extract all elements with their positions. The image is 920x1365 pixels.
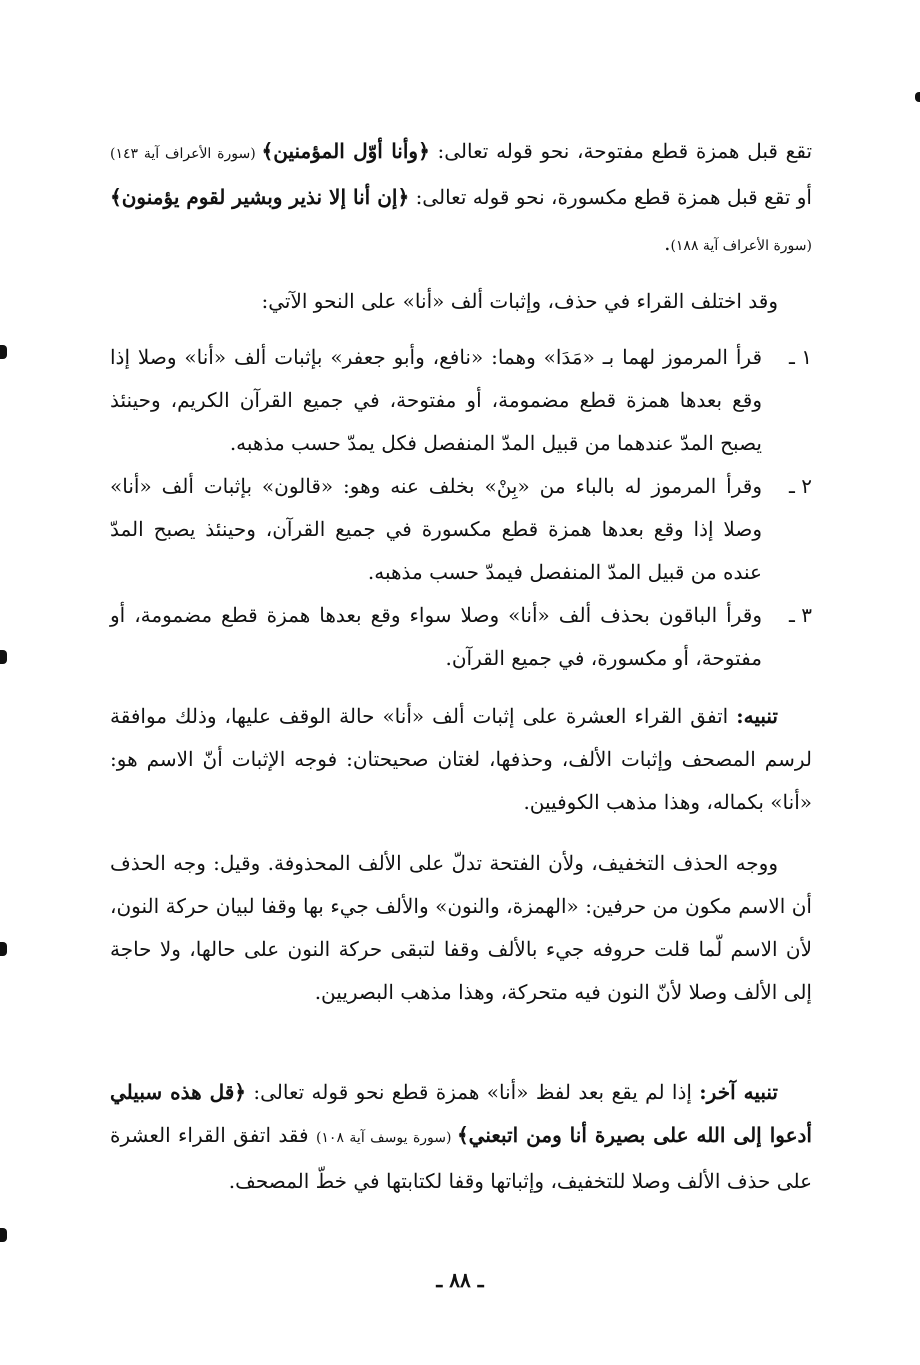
list-item-text: قرأ المرموز لهما بـ «مَدَا» وهما: «نافع، وأبو جعفر» بإثبات ألف «أنا» وصلا إذا وقع بعدها همزة قطع مضمومة، أو مفتوحة، في جميع القرآن الكريم، وحينئذ يصبح المدّ عندهما من قبيل المدّ المنفصل فكل يمدّ حسب مذهبه.	[110, 345, 762, 455]
list-item	[110, 465, 812, 594]
scan-edge-mark	[0, 1228, 7, 1242]
second-note-text-1: إذا لم يقع بعد لفظ «أنا» همزة قطع نحو قوله تعالى:	[246, 1080, 700, 1104]
page-number: ـ ٨٨ ـ	[436, 1268, 484, 1292]
paragraph-2: وقد اختلف القراء في حذف، وإثبات ألف «أنا» على النحو الآتي:	[261, 289, 778, 313]
verse-reference-1: (سورة الأعراف آية ١٤٣)	[110, 146, 262, 162]
second-note-paragraph	[110, 1071, 812, 1203]
readings-list	[110, 336, 812, 680]
paragraph-1	[110, 130, 812, 268]
para1-text-2: أو تقع قبل همزة قطع مكسورة، نحو قوله تعالى:	[409, 185, 812, 209]
list-item-number: ٢ ـ	[789, 474, 812, 498]
scan-edge-mark	[0, 650, 7, 664]
list-item-text: وقرأ المرموز له بالباء من «بِنْ» بخلف عنه وهو: «قالون» بإثبات ألف «أنا» وصلا إذا وقع بعدها همزة قطع مكسورة في جميع القرآن، وحينئذ يصبح المدّ عنده من قبيل المدّ المنفصل فيمدّ حسب مذهبه.	[110, 474, 762, 584]
second-note-text-2: فقد اتفق القراء العشرة على حذف الألف وصلا للتخفيف، وإثباتها وقفا لكتابتها في خطّ المصحف.	[110, 1123, 812, 1193]
quran-verse-1: ﴿وأنا أوّل المؤمنين﴾	[261, 139, 430, 163]
list-item-number: ١ ـ	[789, 345, 812, 369]
list-item-number: ٣ ـ	[789, 603, 812, 627]
list-item	[110, 336, 812, 465]
para1-text-1: تقع قبل همزة قطع مفتوحة، نحو قوله تعالى:	[429, 139, 813, 163]
quran-verse-2: ﴿إن أنا إلا نذير وبشير لقوم يؤمنون﴾	[110, 185, 410, 209]
list-item-text: وقرأ الباقون بحذف ألف «أنا» وصلا سواء وقع بعدها همزة قطع مضمومة، أو مفتوحة، أو مكسورة، في جميع القرآن.	[110, 603, 762, 670]
note-label: تنبيه:	[736, 704, 778, 728]
scan-edge-mark	[0, 942, 7, 956]
scan-edge-mark	[915, 92, 920, 102]
quran-verse-3: ﴿قل هذه سبيلي أدعوا إلى الله على بصيرة أنا ومن اتبعني﴾	[110, 1080, 812, 1147]
note-text: اتفق القراء العشرة على إثبات ألف «أنا» حالة الوقف عليها، وذلك موافقة لرسم المصحف وإثبات الألف، وحذفها، لغتان صحيحتان: فوجه الإثبات أنّ الاسم هو: «أنا» بكماله، وهذا مذهب الكوفيين.	[110, 704, 812, 814]
list-item	[110, 594, 812, 680]
note-paragraph	[110, 695, 812, 824]
verse-reference-2: (سورة الأعراف آية ١٨٨)	[670, 238, 812, 254]
para1-end: .	[664, 231, 671, 255]
second-note-label: تنبيه آخر:	[699, 1080, 778, 1104]
paragraph-4: ووجه الحذف التخفيف، ولأن الفتحة تدلّ على الألف المحذوفة. وقيل: وجه الحذف أن الاسم مكون من حرفين: «الهمزة، والنون» والألف جيء بها وقفا لبيان حركة النون، لأن الاسم لّما قلت حروفه جيء بالألف وقفا لتبقى حركة النون على حالها، ولا حاجة إلى الألف وصلا لأنّ النون فيه متحركة، وهذا مذهب البصريين.	[110, 851, 812, 1004]
verse-reference-3: (سورة يوسف آية ١٠٨)	[315, 1130, 457, 1146]
scan-edge-mark	[0, 345, 7, 359]
